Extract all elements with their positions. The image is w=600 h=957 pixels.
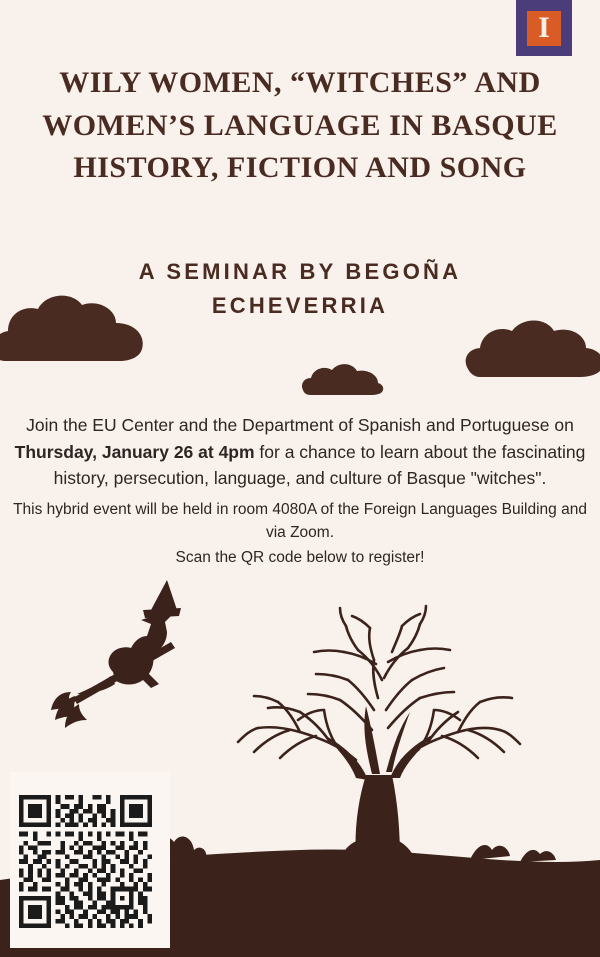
title-line-1: WILY WOMEN, “WITCHES” AND — [59, 66, 541, 99]
body-paragraph-3: Scan the QR code below to register! — [175, 549, 425, 567]
body-paragraph-1 — [8, 412, 592, 492]
poster-body-text — [8, 412, 592, 570]
cloud-icon-right — [462, 313, 600, 383]
body-p1-date: Thursday, January 26 at 4pm — [14, 441, 255, 462]
qr-code[interactable] — [19, 795, 152, 928]
university-logo — [516, 0, 572, 56]
title-line-3: HISTORY, FICTION AND SONG — [73, 151, 527, 185]
block-i-letter: I — [527, 11, 561, 46]
cloud-icon-small — [300, 362, 386, 398]
witch-icon — [51, 580, 181, 728]
body-p1-part1: Join the EU Center and the Department of Spanish and Portuguese on — [26, 415, 574, 435]
body-p1-part2: for a chance to learn about the fascinating history, persecution, language, and culture of Basque "witches". — [53, 441, 586, 489]
poster-title — [40, 62, 560, 190]
poster-subtitle — [70, 255, 530, 323]
subtitle-line-1: A SEMINAR BY BEGOÑA — [138, 259, 462, 284]
subtitle-line-2: ECHEVERRIA — [211, 293, 389, 319]
tree-icon — [238, 606, 520, 860]
title-line-2: WOMEN’S LANGUAGE IN BASQUE — [42, 108, 558, 142]
body-paragraph-2: This hybrid event will be held in room 4080A of the Foreign Languages Building and via Zoom. — [13, 500, 587, 542]
